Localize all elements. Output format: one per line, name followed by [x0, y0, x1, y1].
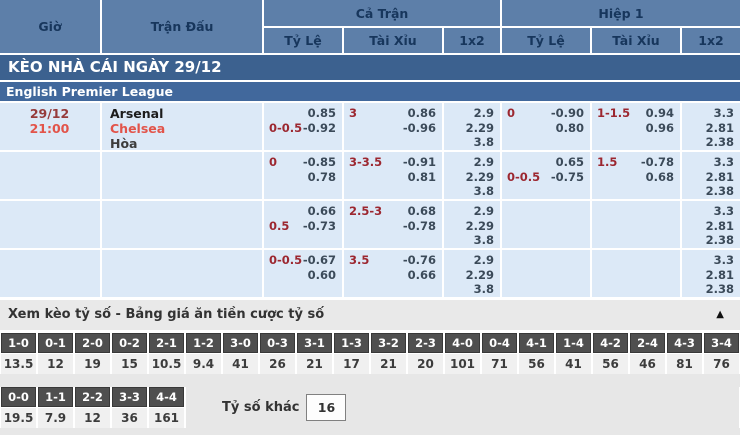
ft-overunder-odds[interactable] — [344, 103, 442, 150]
score-odds[interactable]: 71 — [482, 354, 517, 374]
score-label: 2-4 — [630, 333, 665, 353]
col-group-first-half: Hiệp 1 — [502, 0, 740, 26]
odds-value[interactable]: 0.68 — [407, 204, 436, 218]
score-odds[interactable]: 56 — [593, 354, 628, 374]
score-row-2 — [0, 387, 740, 428]
match-time: 21:00 — [29, 121, 70, 136]
odds-value[interactable]: 2.81 — [705, 218, 734, 233]
score-odds[interactable]: 7.9 — [38, 408, 73, 428]
score-bet-cell[interactable] — [482, 333, 517, 374]
score-bet-cell[interactable] — [593, 333, 628, 374]
score-odds[interactable]: 15 — [112, 354, 147, 374]
odds-value[interactable]: 3.3 — [713, 253, 734, 267]
score-grid — [0, 333, 740, 435]
score-bet-cell[interactable] — [186, 333, 221, 374]
odds-value[interactable]: 0.85 — [307, 106, 336, 120]
col-header-ft-1x2: 1x2 — [444, 28, 500, 53]
odds-value[interactable]: 2.9 — [473, 253, 494, 267]
score-odds[interactable]: 21 — [371, 354, 406, 374]
score-bet-cell[interactable] — [149, 333, 184, 374]
odds-value[interactable]: -0.67 — [302, 253, 336, 267]
score-bet-cell[interactable] — [445, 333, 480, 374]
match-time-cell — [0, 103, 100, 150]
score-label: 4-4 — [149, 387, 184, 407]
odds-value[interactable]: 2.9 — [473, 155, 494, 169]
odds-value[interactable]: 3.8 — [473, 135, 494, 149]
h1-handicap-odds[interactable] — [502, 152, 590, 199]
score-odds[interactable]: 12 — [38, 354, 73, 374]
odds-value[interactable]: 2.29 — [465, 169, 494, 184]
col-header-h1-1x2: 1x2 — [682, 28, 740, 53]
odds-value[interactable]: 0.65 — [555, 155, 584, 169]
total-label: 1-1.5 — [597, 106, 631, 120]
odds-value[interactable]: 0.60 — [307, 267, 336, 282]
score-odds[interactable]: 13.5 — [1, 354, 36, 374]
empty-cell — [102, 201, 262, 248]
h1-handicap-odds — [502, 250, 590, 297]
empty-cell — [102, 250, 262, 297]
score-odds[interactable]: 9.4 — [186, 354, 221, 374]
ft-handicap-odds[interactable] — [264, 250, 342, 297]
score-bet-cell[interactable] — [371, 333, 406, 374]
odds-value[interactable]: 0.78 — [307, 169, 336, 184]
score-label: 0-4 — [482, 333, 517, 353]
col-header-ft-overunder: Tài Xỉu — [344, 28, 442, 53]
score-label: 4-1 — [519, 333, 554, 353]
score-bet-cell[interactable] — [297, 333, 332, 374]
score-section-header[interactable] — [0, 300, 740, 330]
odds-value[interactable]: 2.81 — [705, 267, 734, 282]
odds-value[interactable]: 2.29 — [465, 120, 494, 135]
odds-value[interactable]: -0.90 — [550, 106, 584, 120]
score-odds[interactable]: 36 — [112, 408, 147, 428]
odds-value[interactable]: 2.81 — [705, 120, 734, 135]
score-bet-cell[interactable] — [75, 387, 110, 428]
odds-value[interactable]: 2.38 — [705, 135, 734, 149]
odds-value[interactable]: -0.85 — [302, 155, 336, 169]
handicap-label: 0.5 — [269, 218, 290, 233]
correct-score-section — [0, 300, 740, 435]
empty-cell — [102, 152, 262, 199]
total-label: 3-3.5 — [349, 155, 383, 169]
score-odds[interactable]: 10.5 — [149, 354, 184, 374]
score-odds[interactable]: 101 — [445, 354, 480, 374]
score-odds[interactable]: 17 — [334, 354, 369, 374]
score-label: 1-4 — [556, 333, 591, 353]
score-bet-cell[interactable] — [38, 333, 73, 374]
ft-1x2-odds[interactable] — [444, 201, 500, 248]
away-team: Chelsea — [110, 121, 166, 136]
score-label: 2-3 — [408, 333, 443, 353]
odds-value[interactable]: 2.38 — [705, 282, 734, 296]
odds-value[interactable]: 0.96 — [645, 120, 674, 135]
odds-value[interactable]: 0.94 — [645, 106, 674, 120]
match-teams-cell — [102, 103, 262, 150]
score-odds[interactable]: 161 — [149, 408, 184, 428]
odds-value[interactable]: 0.66 — [407, 267, 436, 282]
score-label: 0-3 — [260, 333, 295, 353]
score-bet-cell[interactable] — [223, 333, 258, 374]
score-row-1 — [0, 333, 740, 374]
odds-value[interactable]: -0.91 — [402, 155, 436, 169]
ft-overunder-odds[interactable] — [344, 152, 442, 199]
score-label: 1-1 — [38, 387, 73, 407]
other-score-label: Tỷ số khác — [222, 400, 300, 415]
ft-1x2-odds[interactable] — [444, 152, 500, 199]
ft-1x2-odds[interactable] — [444, 250, 500, 297]
odds-value[interactable]: 3.8 — [473, 233, 494, 247]
odds-value[interactable]: 2.29 — [465, 267, 494, 282]
score-bet-cell[interactable] — [1, 387, 36, 428]
score-bet-cell[interactable] — [704, 333, 739, 374]
score-odds[interactable]: 21 — [297, 354, 332, 374]
league-bar: English Premier League — [0, 82, 740, 101]
odds-value[interactable]: 2.81 — [705, 169, 734, 184]
odds-value[interactable]: 3.8 — [473, 184, 494, 198]
score-bet-cell[interactable] — [75, 333, 110, 374]
odds-value[interactable]: -0.78 — [640, 155, 674, 169]
score-odds[interactable]: 81 — [667, 354, 702, 374]
empty-cell — [0, 201, 100, 248]
score-label: 4-3 — [667, 333, 702, 353]
date-banner: KÈO NHÀ CÁI NGÀY 29/12 — [0, 55, 740, 80]
odds-value[interactable]: 2.38 — [705, 233, 734, 247]
score-label: 3-3 — [112, 387, 147, 407]
odds-value[interactable]: -0.76 — [402, 253, 436, 267]
score-label: 1-0 — [1, 333, 36, 353]
odds-value[interactable]: -0.75 — [550, 169, 584, 184]
odds-table-header — [0, 0, 740, 53]
odds-value[interactable]: 2.9 — [473, 106, 494, 120]
odds-value[interactable]: 3.3 — [713, 155, 734, 169]
score-label: 1-2 — [186, 333, 221, 353]
score-odds[interactable]: 12 — [75, 408, 110, 428]
score-odds[interactable]: 20 — [408, 354, 443, 374]
score-odds[interactable]: 19 — [75, 354, 110, 374]
odds-value[interactable]: 0.86 — [407, 106, 436, 120]
score-bet-cell[interactable] — [630, 333, 665, 374]
score-odds[interactable]: 41 — [223, 354, 258, 374]
ft-overunder-odds[interactable] — [344, 201, 442, 248]
score-bet-cell[interactable] — [1, 333, 36, 374]
ft-handicap-odds[interactable] — [264, 103, 342, 150]
score-bet-cell[interactable] — [112, 387, 147, 428]
odds-value[interactable]: -0.96 — [402, 120, 436, 135]
score-label: 0-0 — [1, 387, 36, 407]
score-bet-cell[interactable] — [260, 333, 295, 374]
odds-value[interactable]: 0.68 — [645, 169, 674, 184]
odds-value[interactable]: 2.9 — [473, 204, 494, 218]
handicap-label: 0-0.5 — [269, 120, 303, 135]
score-bet-cell[interactable] — [519, 333, 554, 374]
odds-value[interactable]: 0.80 — [555, 120, 584, 135]
score-odds[interactable]: 41 — [556, 354, 591, 374]
odds-table-body — [0, 103, 740, 297]
score-bet-cell[interactable] — [556, 333, 591, 374]
empty-cell — [0, 250, 100, 297]
score-odds[interactable]: 26 — [260, 354, 295, 374]
total-label: 3 — [349, 106, 358, 120]
odds-value[interactable]: 0.66 — [307, 204, 336, 218]
handicap-label: 0-0.5 — [507, 169, 541, 184]
odds-value[interactable]: -0.92 — [302, 120, 336, 135]
total-label: 1.5 — [597, 155, 618, 169]
h1-overunder-odds — [592, 250, 680, 297]
score-bet-cell[interactable] — [408, 333, 443, 374]
handicap-label: 0 — [269, 155, 278, 169]
handicap-label: 0-0.5 — [269, 253, 303, 267]
col-header-match: Trận Đấu — [102, 0, 262, 53]
collapse-arrow-icon[interactable]: ▲ — [716, 309, 724, 320]
h1-handicap-odds[interactable] — [502, 103, 590, 150]
total-label: 2.5-3 — [349, 204, 383, 218]
col-group-full-time: Cả Trận — [264, 0, 500, 26]
score-label: 3-0 — [223, 333, 258, 353]
score-bet-cell[interactable] — [334, 333, 369, 374]
other-score-group — [186, 387, 739, 428]
h1-overunder-odds[interactable] — [592, 152, 680, 199]
h1-handicap-odds — [502, 201, 590, 248]
score-bet-cell[interactable] — [667, 333, 702, 374]
handicap-label: 0 — [507, 106, 516, 120]
h1-1x2-odds[interactable] — [682, 201, 740, 248]
ft-overunder-odds[interactable] — [344, 250, 442, 297]
score-label: 4-0 — [445, 333, 480, 353]
odds-value[interactable]: -0.73 — [302, 218, 336, 233]
other-score-odds[interactable]: 16 — [306, 394, 346, 421]
score-odds[interactable]: 56 — [519, 354, 554, 374]
score-bet-cell[interactable] — [38, 387, 73, 428]
ft-handicap-odds[interactable] — [264, 152, 342, 199]
col-header-h1-handicap: Tỷ Lệ — [502, 28, 590, 53]
h1-1x2-odds[interactable] — [682, 250, 740, 297]
ft-1x2-odds[interactable] — [444, 103, 500, 150]
home-team: Arsenal — [110, 106, 164, 121]
score-bet-cell[interactable] — [149, 387, 184, 428]
score-label: 2-0 — [75, 333, 110, 353]
empty-cell — [0, 152, 100, 199]
col-header-time: Giờ — [0, 0, 100, 53]
total-label: 3.5 — [349, 253, 370, 267]
score-bet-cell[interactable] — [112, 333, 147, 374]
score-label: 0-1 — [38, 333, 73, 353]
odds-value[interactable]: 3.3 — [713, 106, 734, 120]
score-label: 4-2 — [593, 333, 628, 353]
draw-label: Hòa — [110, 136, 138, 150]
ft-handicap-odds[interactable] — [264, 201, 342, 248]
score-section-title: Xem kèo tỷ số - Bảng giá ăn tiền cược tỷ số — [8, 307, 325, 322]
score-label: 3-1 — [297, 333, 332, 353]
odds-value[interactable]: -0.78 — [402, 218, 436, 233]
odds-value[interactable]: 3.8 — [473, 282, 494, 296]
h1-overunder-odds — [592, 201, 680, 248]
score-odds[interactable]: 76 — [704, 354, 739, 374]
odds-value[interactable]: 2.38 — [705, 184, 734, 198]
odds-value[interactable]: 3.3 — [713, 204, 734, 218]
score-label: 2-1 — [149, 333, 184, 353]
score-label: 3-2 — [371, 333, 406, 353]
h1-1x2-odds[interactable] — [682, 152, 740, 199]
score-label: 0-2 — [112, 333, 147, 353]
odds-value[interactable]: 2.29 — [465, 218, 494, 233]
score-label: 1-3 — [334, 333, 369, 353]
score-label: 2-2 — [75, 387, 110, 407]
score-odds[interactable]: 19.5 — [1, 408, 36, 428]
h1-overunder-odds[interactable] — [592, 103, 680, 150]
score-odds[interactable]: 46 — [630, 354, 665, 374]
odds-value[interactable]: 0.81 — [407, 169, 436, 184]
match-date: 29/12 — [29, 106, 70, 121]
col-header-ft-handicap: Tỷ Lệ — [264, 28, 342, 53]
col-header-h1-overunder: Tài Xỉu — [592, 28, 680, 53]
score-label: 3-4 — [704, 333, 739, 353]
h1-1x2-odds[interactable] — [682, 103, 740, 150]
